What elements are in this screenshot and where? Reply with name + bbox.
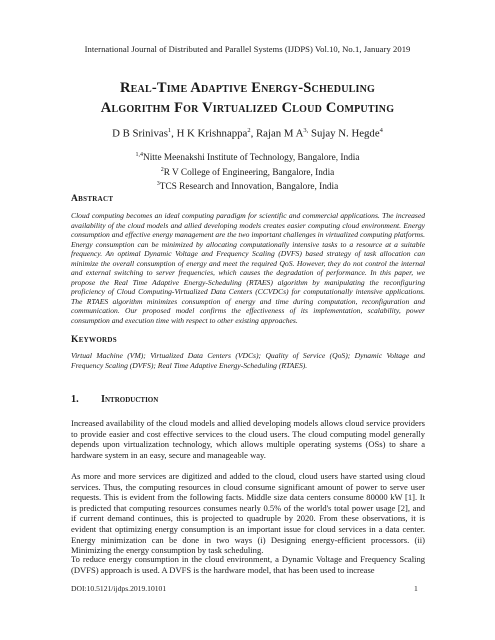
section-title: Introduction	[101, 394, 159, 405]
affiliation: $^3$TCS Research and Innovation, Bangalore, India	[156, 181, 339, 193]
section-number: 1.	[71, 394, 79, 405]
abstract-heading: Abstract	[71, 194, 114, 204]
author-sup: 2	[247, 127, 251, 134]
author-sup: 4	[379, 127, 383, 134]
keywords-text: Virtual Machine (VM); Virtualized Data Centers (VDCs); Quality of Service (QoS); Dynamic Voltage and Frequency Scaling (DVFS); Real Time Adaptive Energy-Scheduling (RTAES).	[71, 351, 425, 370]
affiliation: $^2$R V College of Engineering, Bangalore, India	[160, 166, 335, 178]
paper-title	[30, 78, 465, 118]
author-name: D B Srinivas	[112, 127, 168, 140]
author-name: Sujay N. Hegde	[310, 127, 380, 140]
page-number: 1	[414, 584, 418, 593]
title-line-1: Real-Time Adaptive Energy-Scheduling	[119, 80, 375, 96]
author-name: Rajan M A	[255, 127, 304, 140]
body-paragraph: Increased availability of the cloud models and allied developing models allows cloud service providers to provide easier and cost effective services to the cloud users. The cloud computing model generally depends upon virtualization technology, which allows multiple operating systems (OSs) to share a hardware system in an easy, secure and manageable way.	[71, 418, 425, 460]
affiliation-list	[0, 150, 495, 194]
author-sup: 3,	[303, 127, 309, 134]
title-line-2: Algorithm For Virtualized Cloud Computing	[100, 100, 395, 116]
keywords-heading: Keywords	[71, 335, 117, 345]
body-paragraph: To reduce energy consumption in the cloud environment, a Dynamic Voltage and Frequency Scaling (DVFS) approach is used. A DVFS is the hardware model, that has been used to increase	[71, 554, 425, 575]
author-name: H K Krishnappa	[176, 127, 248, 140]
author-list: D B Srinivas$^1$, H K Krishnappa$^2$, Rajan M $A^{3,}$ Sujay N. Hegde$^4$	[112, 127, 383, 140]
running-head: International Journal of Distributed and Parallel Systems (IJDPS) Vol.10, No.1, January 2019	[84, 44, 411, 54]
author-sup: 1	[167, 127, 172, 134]
introduction-heading	[71, 394, 158, 405]
affiliation: $^{1,4}$Nitte Meenakshi Institute of Technology, Bangalore, India	[135, 152, 360, 164]
abstract-text: Cloud computing becomes an ideal computing paradigm for scientific and commercial applications. The increased availability of the cloud models and allied developing models creates easier computing cloud environment. Energy consumption and effective energy management are the two important challenges in virtualized computing platforms. Energy consumption can be minimized by allocating computationally intensive tasks to a resource at a suitable frequency. An optimal Dynamic Voltage and Frequency Scaling (DVFS) based strategy of task allocation can minimize the overall consumption of energy and meet the required QoS. However, they do not control the internal and external switching to server frequencies, which causes the degradation of performance. In this paper, we propose the Real Time Adaptive Energy-Scheduling (RTAES) algorithm by manipulating the reconfiguring proficiency of Cloud Computing-Virtualized Data Centers (CCVDCs) for computationally intensive applications. The RTAES algorithm minimizes consumption of energy and time during computation, reconfiguration and communication. Our proposed model confirms the effectiveness of its implementation, scalability, power consumption and execution time with respect to other existing approaches.	[71, 211, 425, 325]
footer-doi: DOI:10.5121/ijdps.2019.10101	[71, 584, 167, 593]
body-paragraph: As more and more services are digitized and added to the cloud, cloud users have started using cloud services. Thus, the computing resources in cloud consume significant amount of power to serve user requests. This is evident from the following facts. Middle size data centers consume 80000 kW [1]. It is predicted that computing resources consumes nearly 0.5% of the world's total power usage [2], and if current demand continues, this is projected to quadruple by 2020. From these observations, it is evident that optimizing energy consumption is an important issue for cloud services in a data center. Energy minimization can be done in two ways (i) Designing energy-efficient processors. (ii) Minimizing the energy consumption by task scheduling.	[71, 471, 425, 556]
